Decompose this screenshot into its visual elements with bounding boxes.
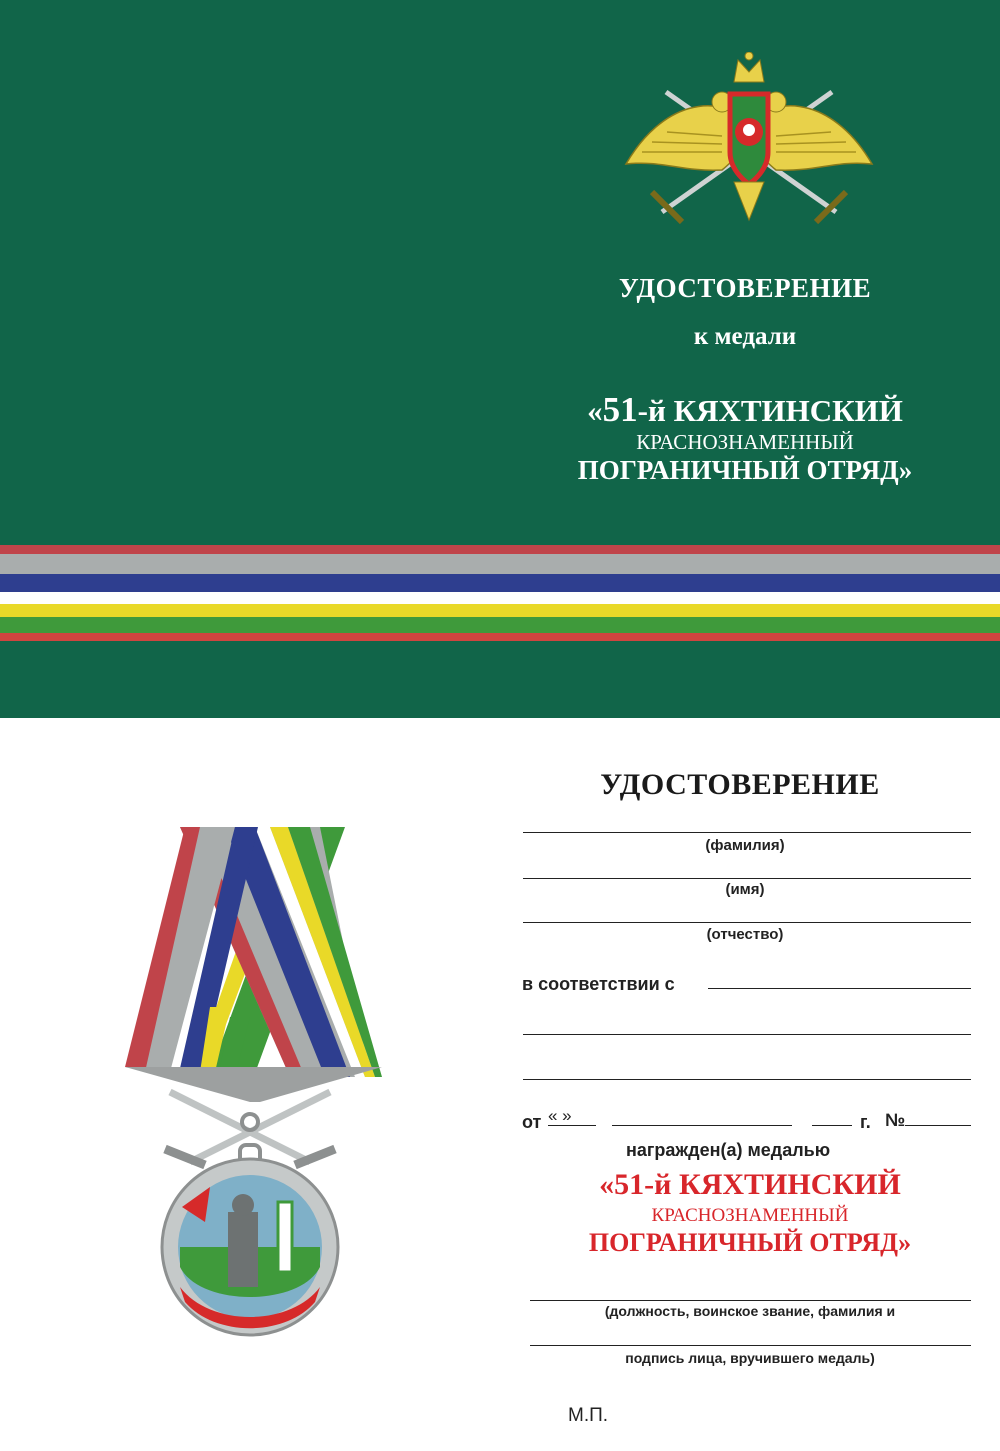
accordance-line-2[interactable] [523, 1034, 971, 1035]
accordance-line-3[interactable] [523, 1079, 971, 1080]
patronymic-caption: (отчество) [706, 926, 784, 943]
stripe-red [0, 545, 1000, 554]
number-line[interactable] [905, 1125, 971, 1126]
stamp-place: М.П. [568, 1405, 609, 1426]
medal-icon [110, 827, 390, 1347]
stripe-white [0, 592, 1000, 604]
date-month-line[interactable] [612, 1125, 792, 1126]
border-guard-eagle-emblem-icon [622, 52, 876, 224]
year-mark: г. [860, 1112, 871, 1132]
signer-caption-2: подпись лица, вручившего медаль) [625, 1350, 875, 1366]
awarded-label: награжден(а) медалью [626, 1140, 831, 1160]
stripe-red-bottom [0, 633, 1000, 641]
stripe-green [0, 617, 1000, 633]
surname-caption: (фамилия) [705, 837, 785, 854]
cover-subtitle: к медали [693, 323, 797, 350]
open-quote: « [587, 393, 603, 428]
cover-medal-line1 [560, 390, 930, 430]
stripe-gray [0, 554, 1000, 574]
signer-line-1[interactable] [530, 1300, 971, 1301]
stripe-yellow [0, 604, 1000, 617]
signer-caption-1: (должность, воинское звание, фамилия и [604, 1303, 896, 1319]
form-medal-line3: ПОГРАНИЧНЫЙ ОТРЯД» [588, 1228, 912, 1257]
cover-medal-line3: ПОГРАНИЧНЫЙ ОТРЯД» [577, 455, 913, 485]
cover-medal-line2: КРАСНОЗНАМЕННЫЙ [636, 430, 854, 454]
form-medal-line2: КРАСНОЗНАМЕННЫЙ [651, 1205, 849, 1226]
form-title: УДОСТОВЕРЕНИЕ [600, 768, 880, 801]
name-line[interactable] [523, 878, 971, 879]
number-mark: № [885, 1110, 906, 1130]
form-medal-line1: «51-й КЯХТИНСКИЙ [599, 1168, 901, 1201]
patronymic-line[interactable] [523, 922, 971, 923]
date-from-label: от [522, 1112, 542, 1132]
date-year-line[interactable] [812, 1125, 852, 1126]
stripe-blue [0, 574, 1000, 592]
unit-number: 51 [602, 390, 638, 429]
cover-title: УДОСТОВЕРЕНИЕ [618, 273, 872, 303]
date-day-quotes: « » [548, 1106, 572, 1125]
accordance-label: в соответствии с [522, 974, 675, 994]
accordance-line[interactable] [708, 988, 971, 989]
name-caption: (имя) [725, 881, 765, 898]
surname-line[interactable] [523, 832, 971, 833]
date-day-line[interactable] [548, 1125, 596, 1126]
signer-line-2[interactable] [530, 1345, 971, 1346]
certificate-cover [0, 0, 1000, 718]
unit-name: -й КЯХТИНСКИЙ [637, 393, 903, 428]
